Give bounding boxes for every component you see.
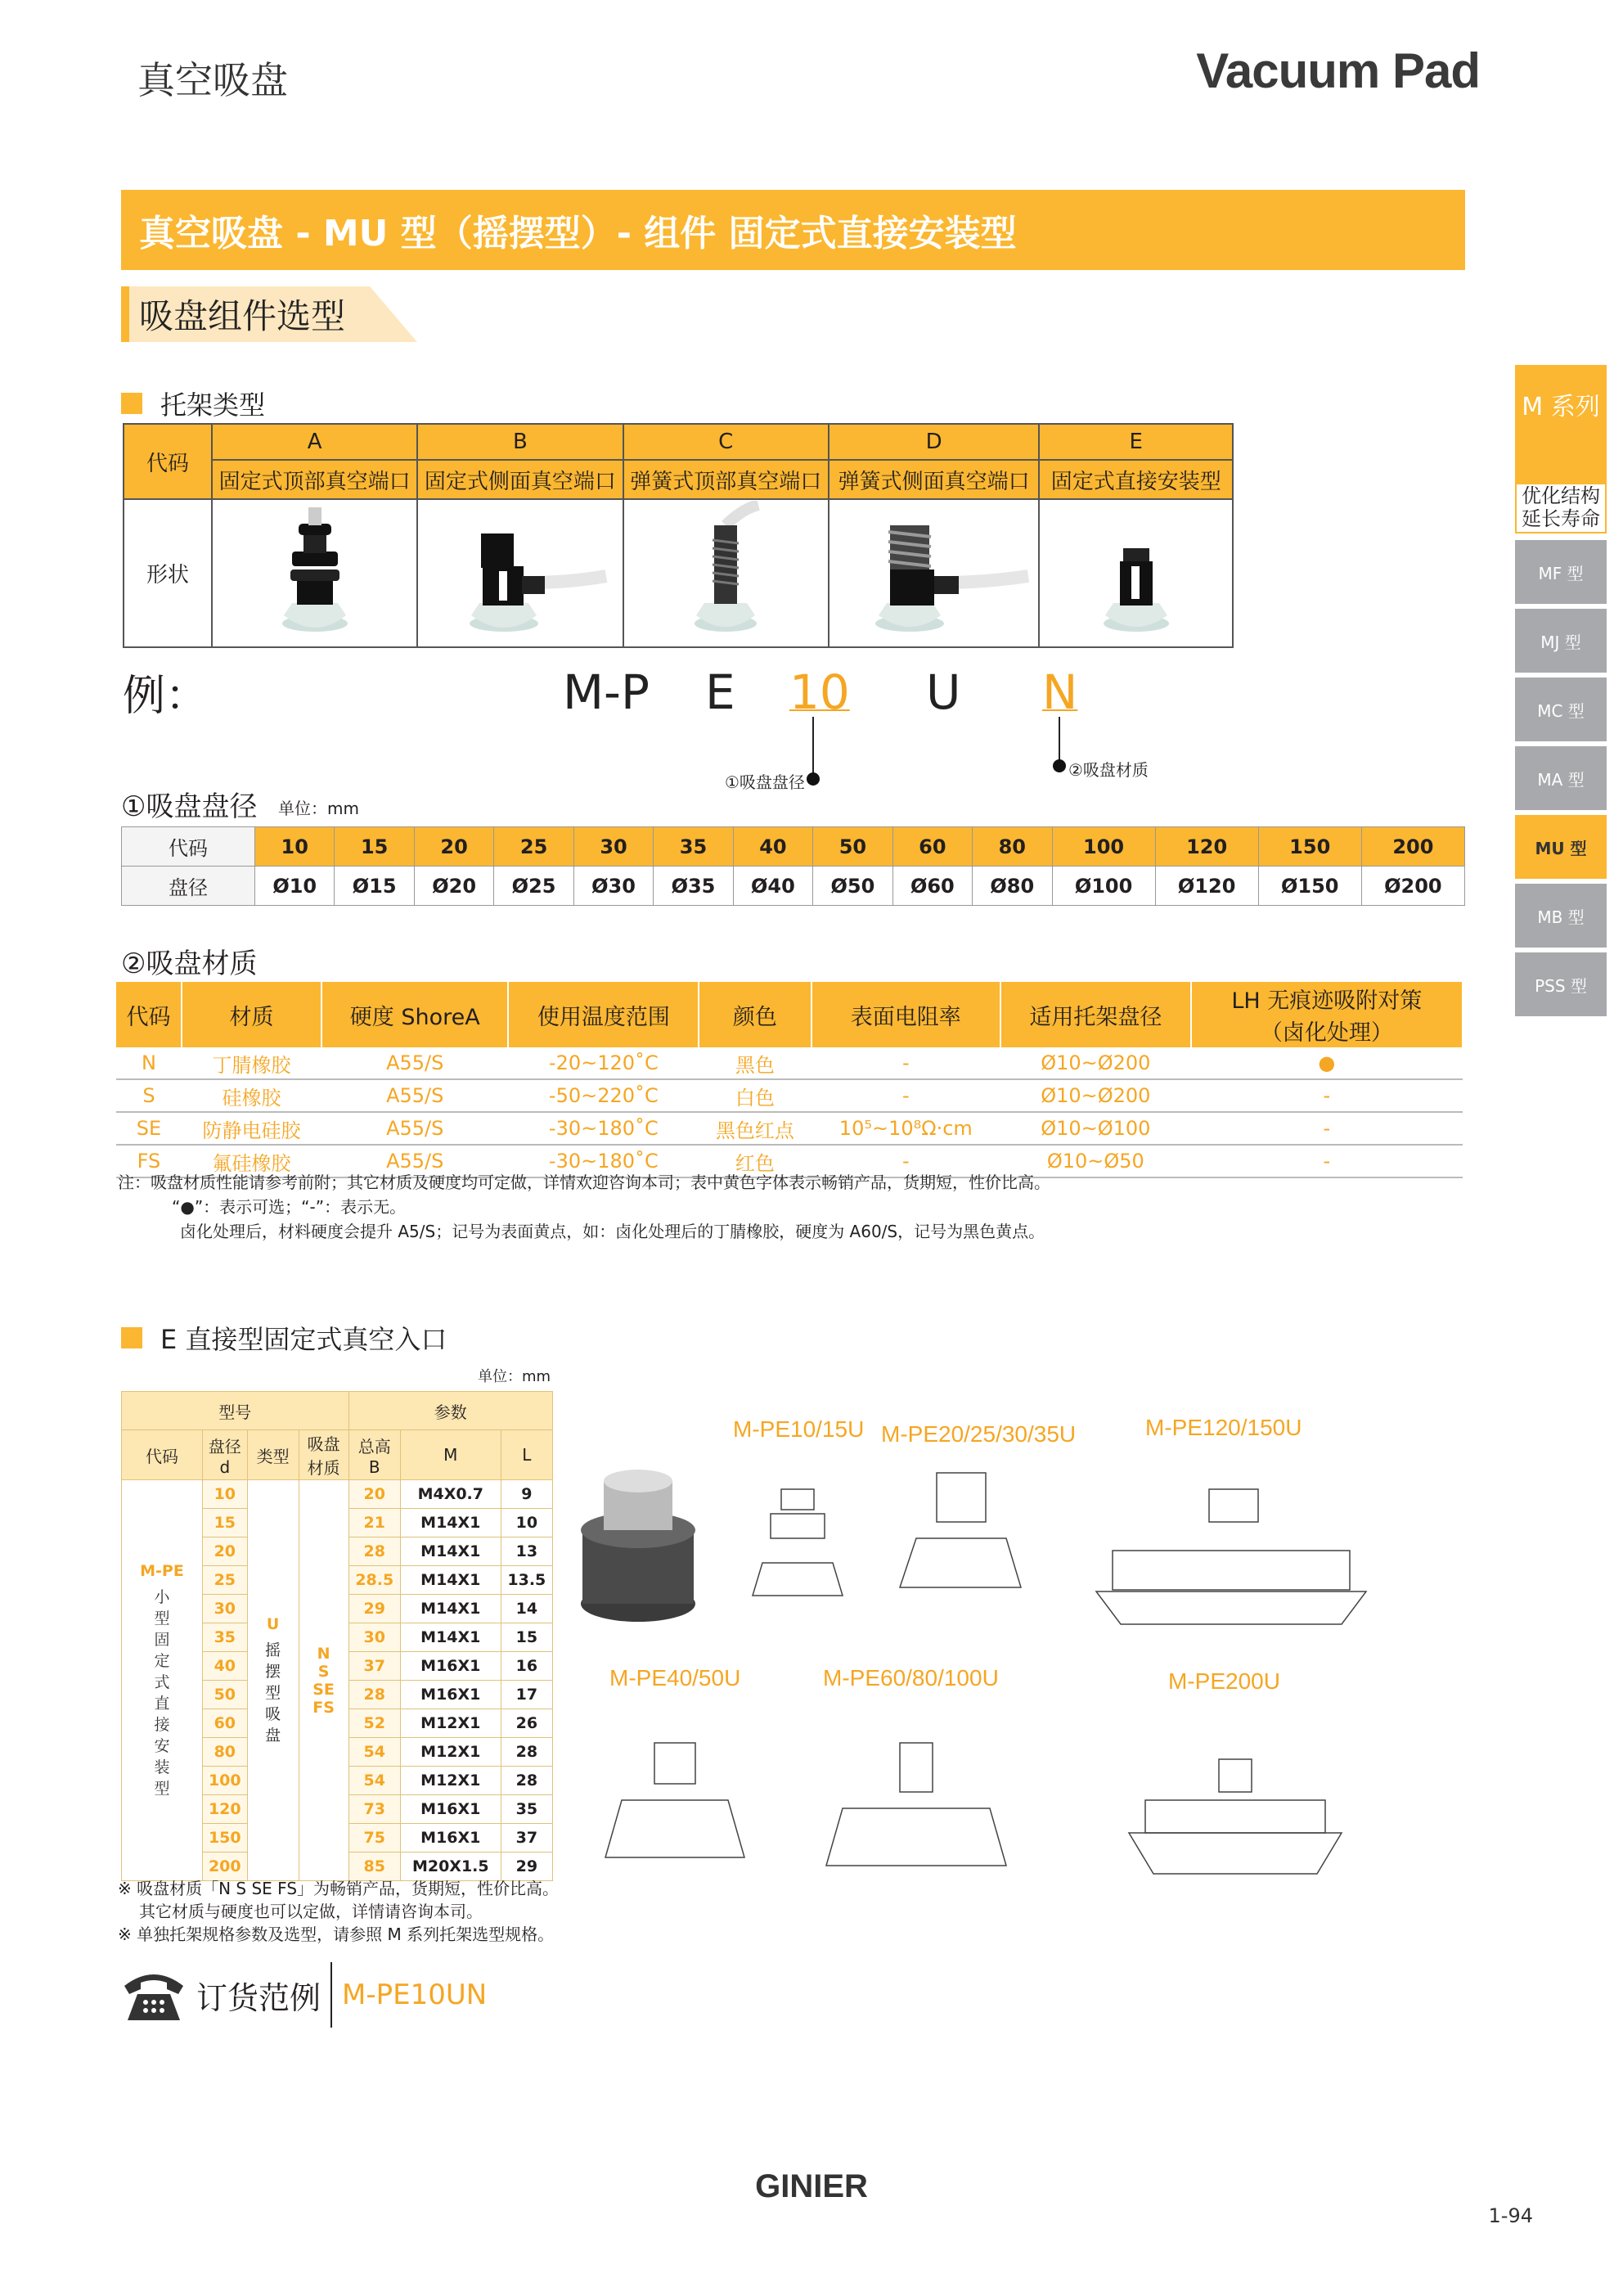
spec-code bbox=[122, 1480, 203, 1881]
diameter-size: Ø80 bbox=[973, 867, 1052, 906]
order-divider bbox=[330, 1962, 332, 2028]
material-header: 硬度 ShoreA bbox=[321, 982, 508, 1047]
drawing-pe10 bbox=[753, 1489, 843, 1596]
material-cell: - bbox=[812, 1047, 1000, 1079]
spec-diameter: 120 bbox=[203, 1795, 248, 1824]
bullet-square-icon bbox=[121, 393, 142, 414]
sidebar-item[interactable]: PSS 型 bbox=[1515, 952, 1607, 1016]
diameter-code: 150 bbox=[1258, 827, 1361, 867]
diameter-size: Ø120 bbox=[1155, 867, 1258, 906]
bracket-code: C bbox=[623, 424, 829, 460]
bracket-code: D bbox=[829, 424, 1040, 460]
material-cell: 防静电硅胶 bbox=[182, 1112, 321, 1145]
bracket-image-e bbox=[1039, 499, 1233, 647]
material-cell: N bbox=[116, 1047, 182, 1079]
spec-col-header: M bbox=[400, 1430, 501, 1480]
section-e-title bbox=[121, 1319, 447, 1357]
section-e-notes bbox=[118, 1877, 559, 1946]
material-header: 适用托架盘径 bbox=[1000, 982, 1191, 1047]
diameter-size: Ø15 bbox=[335, 867, 414, 906]
material-cell: A55/S bbox=[321, 1079, 508, 1112]
sidebar-feature bbox=[1515, 483, 1607, 533]
dimension-drawings bbox=[573, 1416, 1407, 1907]
section-tab-bar bbox=[121, 286, 129, 342]
spec-height: 30 bbox=[348, 1623, 400, 1652]
bracket-code: B bbox=[417, 424, 623, 460]
telephone-icon bbox=[121, 1966, 187, 2024]
spec-thread: M16X1 bbox=[400, 1652, 501, 1681]
note-line: 注：吸盘材质性能请参考前附；其它材质及硬度均可定做，详情欢迎咨询本司；表中黄色字体表示畅销产品，货期短，性价比高。 bbox=[118, 1173, 1050, 1192]
spec-height: 28 bbox=[348, 1681, 400, 1709]
diameter-code: 200 bbox=[1361, 827, 1464, 867]
material-header: 表面电阻率 bbox=[812, 982, 1000, 1047]
material-table bbox=[116, 982, 1463, 1178]
material-cell: A55/S bbox=[321, 1112, 508, 1145]
note-line: 卤化处理后，材料硬度会提升 A5/S；记号为表面黄点，如：卤化处理后的丁腈橡胶，硬度为 A60/S，记号为黑色黄点。 bbox=[180, 1222, 1045, 1241]
material-cell: 红色 bbox=[699, 1145, 811, 1177]
material-cell: -30~180˚C bbox=[508, 1112, 699, 1145]
spec-height: 37 bbox=[348, 1652, 400, 1681]
material-notes bbox=[118, 1170, 1050, 1244]
diameter-size: Ø60 bbox=[892, 867, 972, 906]
page-number: 1-94 bbox=[1488, 2204, 1533, 2227]
bracket-name: 固定式直接安装型 bbox=[1039, 460, 1233, 499]
spec-height: 21 bbox=[348, 1509, 400, 1537]
material-cell: S bbox=[116, 1079, 182, 1112]
spec-col-header: 类型 bbox=[247, 1430, 299, 1480]
spec-height: 28.5 bbox=[348, 1566, 400, 1595]
material-cell: SE bbox=[116, 1112, 182, 1145]
spec-length: 17 bbox=[501, 1681, 552, 1709]
product-photo bbox=[581, 1470, 695, 1622]
spec-col-header: L bbox=[501, 1430, 552, 1480]
page-banner: 真空吸盘 - MU 型（摇摆型）- 组件 固定式直接安装型 bbox=[121, 190, 1465, 270]
spec-length: 9 bbox=[501, 1480, 552, 1509]
bracket-image-a bbox=[212, 499, 417, 647]
diameter-size: Ø200 bbox=[1361, 867, 1464, 906]
spec-diameter: 15 bbox=[203, 1509, 248, 1537]
material-cell: Ø10~Ø200 bbox=[1000, 1047, 1191, 1079]
spec-thread: M16X1 bbox=[400, 1795, 501, 1824]
example-part-type: U bbox=[926, 664, 961, 720]
bracket-image-c bbox=[623, 499, 829, 647]
drawing-title: M-PE20/25/30/35U bbox=[881, 1421, 1077, 1447]
spec-col-header: 吸盘 材质 bbox=[299, 1430, 348, 1480]
drawing-pe60 bbox=[826, 1743, 1006, 1866]
spec-length: 10 bbox=[501, 1509, 552, 1537]
spec-diameter: 40 bbox=[203, 1652, 248, 1681]
drawing-title: M-PE120/150U bbox=[1145, 1416, 1302, 1440]
diameter-size: Ø150 bbox=[1258, 867, 1361, 906]
material-cell: - bbox=[1191, 1079, 1463, 1112]
bracket-name: 固定式侧面真空端口 bbox=[417, 460, 623, 499]
sidebar-series[interactable]: M 系列 bbox=[1515, 365, 1607, 489]
example-part-bracket: E bbox=[705, 664, 735, 720]
material-cell: A55/S bbox=[321, 1145, 508, 1177]
diameter-size-label: 盘径 bbox=[122, 867, 255, 906]
material-cell: 10⁵~10⁸Ω·cm bbox=[812, 1112, 1000, 1145]
material-cell: A55/S bbox=[321, 1047, 508, 1079]
drawing-pe40 bbox=[605, 1743, 744, 1857]
spec-thread: M14X1 bbox=[400, 1537, 501, 1566]
spec-thread: M16X1 bbox=[400, 1681, 501, 1709]
spec-height: 52 bbox=[348, 1709, 400, 1738]
material-cell: - bbox=[1191, 1145, 1463, 1177]
spec-thread: M20X1.5 bbox=[400, 1853, 501, 1881]
spec-diameter: 150 bbox=[203, 1824, 248, 1853]
material-cell: -30~180˚C bbox=[508, 1145, 699, 1177]
spec-height: 54 bbox=[348, 1738, 400, 1767]
spec-material: N S SE FS bbox=[299, 1480, 348, 1881]
spec-height: 20 bbox=[348, 1480, 400, 1509]
material-cell: ● bbox=[1191, 1047, 1463, 1079]
material-cell: FS bbox=[116, 1145, 182, 1177]
drawing-pe20 bbox=[900, 1473, 1021, 1587]
diameter-code: 25 bbox=[494, 827, 573, 867]
spec-diameter: 60 bbox=[203, 1709, 248, 1738]
header-title-cn: 真空吸盘 bbox=[137, 58, 288, 102]
spec-thread: M16X1 bbox=[400, 1824, 501, 1853]
material-cell: 黑色红点 bbox=[699, 1112, 811, 1145]
bracket-code: A bbox=[212, 424, 417, 460]
material-header: LH 无痕迹吸附对策 （卤化处理） bbox=[1191, 982, 1463, 1047]
diameter-code: 40 bbox=[733, 827, 812, 867]
material-row bbox=[116, 1112, 1463, 1145]
spec-height: 75 bbox=[348, 1824, 400, 1853]
material-cell: 硅橡胶 bbox=[182, 1079, 321, 1112]
spec-length: 16 bbox=[501, 1652, 552, 1681]
note-line: “●”：表示可选；“-”：表示无。 bbox=[172, 1197, 407, 1217]
spec-col-header: 总高 B bbox=[348, 1430, 400, 1480]
spec-height: 29 bbox=[348, 1595, 400, 1623]
sidebar-item[interactable]: MC 型 bbox=[1515, 678, 1607, 741]
spec-col-header: 代码 bbox=[122, 1430, 203, 1480]
spec-thread: M14X1 bbox=[400, 1566, 501, 1595]
drawing-title: M-PE60/80/100U bbox=[823, 1665, 999, 1690]
diameter-code: 10 bbox=[255, 827, 335, 867]
bracket-image-d bbox=[829, 499, 1040, 647]
diameter-size: Ø20 bbox=[414, 867, 493, 906]
spec-code-value: M-PE bbox=[140, 1561, 184, 1580]
spec-height: 28 bbox=[348, 1537, 400, 1566]
section-tab-title: 吸盘组件选型 bbox=[139, 296, 346, 336]
spec-length: 28 bbox=[501, 1738, 552, 1767]
bracket-table bbox=[123, 423, 1234, 648]
bracket-shape-label: 形状 bbox=[124, 499, 212, 647]
order-label: 订货范例 bbox=[196, 1979, 321, 2016]
callout-diameter: ①吸盘盘径 bbox=[725, 772, 805, 792]
diameter-size: Ø100 bbox=[1052, 867, 1155, 906]
bracket-title-text: 托架类型 bbox=[160, 389, 266, 421]
material-cell: - bbox=[1191, 1112, 1463, 1145]
spec-code-desc: 小型固定式直接安装型 bbox=[154, 1587, 170, 1798]
diameter-size: Ø10 bbox=[255, 867, 335, 906]
bracket-title bbox=[121, 385, 265, 422]
drawing-pe120 bbox=[1096, 1489, 1366, 1624]
sidebar-item[interactable]: MF 型 bbox=[1515, 540, 1607, 604]
spec-length: 28 bbox=[501, 1767, 552, 1795]
spec-row bbox=[122, 1480, 553, 1509]
spec-diameter: 200 bbox=[203, 1853, 248, 1881]
sidebar-item[interactable]: MU 型 bbox=[1515, 815, 1607, 879]
material-cell: 黑色 bbox=[699, 1047, 811, 1079]
diameter-code: 80 bbox=[973, 827, 1052, 867]
diameter-code: 35 bbox=[654, 827, 733, 867]
material-cell: 氟硅橡胶 bbox=[182, 1145, 321, 1177]
diameter-code-label: 代码 bbox=[122, 827, 255, 867]
spec-height: 54 bbox=[348, 1767, 400, 1795]
note-line: 其它材质与硬度也可以定做，详情请咨询本司。 bbox=[139, 1902, 483, 1921]
spec-thread: M12X1 bbox=[400, 1709, 501, 1738]
spec-type-code: U bbox=[266, 1614, 280, 1633]
diameter-code: 100 bbox=[1052, 827, 1155, 867]
material-cell: -20~120˚C bbox=[508, 1047, 699, 1079]
diameter-unit: 单位：mm bbox=[278, 799, 359, 818]
note-line: ※ 吸盘材质「N S SE FS」为畅销产品，货期短，性价比高。 bbox=[118, 1879, 560, 1898]
spec-col-header: 盘径 d bbox=[203, 1430, 248, 1480]
spec-length: 14 bbox=[501, 1595, 552, 1623]
material-cell: 白色 bbox=[699, 1079, 811, 1112]
footer-logo: GINIER bbox=[755, 2168, 868, 2204]
order-value: M-PE10UN bbox=[342, 1979, 488, 2011]
order-example bbox=[121, 1962, 487, 2028]
material-cell: Ø10~Ø200 bbox=[1000, 1079, 1191, 1112]
section-e-unit: 单位：mm bbox=[478, 1368, 551, 1385]
bracket-code-label: 代码 bbox=[124, 424, 212, 499]
spec-thread: M14X1 bbox=[400, 1595, 501, 1623]
drawing-pe200 bbox=[1129, 1759, 1342, 1874]
spec-length: 26 bbox=[501, 1709, 552, 1738]
spec-diameter: 80 bbox=[203, 1738, 248, 1767]
diameter-size: Ø40 bbox=[733, 867, 812, 906]
bracket-code: E bbox=[1039, 424, 1233, 460]
drawing-title: M-PE200U bbox=[1168, 1668, 1280, 1694]
spec-diameter: 50 bbox=[203, 1681, 248, 1709]
spec-thread: M14X1 bbox=[400, 1623, 501, 1652]
spec-thread: M12X1 bbox=[400, 1738, 501, 1767]
material-cell: - bbox=[812, 1145, 1000, 1177]
sidebar-item[interactable]: MB 型 bbox=[1515, 884, 1607, 948]
bracket-name: 固定式顶部真空端口 bbox=[212, 460, 417, 499]
material-cell: -50~220˚C bbox=[508, 1079, 699, 1112]
section-e-title-text: E 直接型固定式真空入口 bbox=[160, 1324, 447, 1355]
spec-thread: M14X1 bbox=[400, 1509, 501, 1537]
spec-length: 37 bbox=[501, 1824, 552, 1853]
example-part-prefix: M-P bbox=[563, 664, 650, 720]
header-title-en: Vacuum Pad bbox=[1196, 43, 1480, 98]
bullet-square-icon bbox=[121, 1327, 142, 1348]
bracket-name: 弹簧式顶部真空端口 bbox=[623, 460, 829, 499]
spec-diameter: 30 bbox=[203, 1595, 248, 1623]
diameter-code: 50 bbox=[813, 827, 892, 867]
spec-height: 85 bbox=[348, 1853, 400, 1881]
spec-diameter: 25 bbox=[203, 1566, 248, 1595]
material-header: 代码 bbox=[116, 982, 182, 1047]
example-part-diameter: 10 bbox=[789, 664, 850, 720]
diameter-table bbox=[121, 826, 1465, 906]
diameter-size: Ø35 bbox=[654, 867, 733, 906]
diameter-code: 20 bbox=[414, 827, 493, 867]
spec-head-params: 参数 bbox=[348, 1392, 552, 1430]
material-header: 颜色 bbox=[699, 982, 811, 1047]
diameter-code: 60 bbox=[892, 827, 972, 867]
spec-length: 15 bbox=[501, 1623, 552, 1652]
material-header: 材质 bbox=[182, 982, 321, 1047]
spec-diameter: 20 bbox=[203, 1537, 248, 1566]
sidebar-item[interactable]: MJ 型 bbox=[1515, 609, 1607, 673]
material-cell: Ø10~Ø50 bbox=[1000, 1145, 1191, 1177]
callout-material: ②吸盘材质 bbox=[1068, 760, 1149, 780]
spec-length: 35 bbox=[501, 1795, 552, 1824]
sidebar-item[interactable]: MA 型 bbox=[1515, 746, 1607, 810]
material-cell: - bbox=[812, 1079, 1000, 1112]
spec-thread: M4X0.7 bbox=[400, 1480, 501, 1509]
bracket-name: 弹簧式侧面真空端口 bbox=[829, 460, 1040, 499]
spec-length: 13.5 bbox=[501, 1566, 552, 1595]
note-line: ※ 单独托架规格参数及选型，请参照 M 系列托架选型规格。 bbox=[118, 1925, 555, 1944]
material-header: 使用温度范围 bbox=[508, 982, 699, 1047]
diameter-size: Ø30 bbox=[573, 867, 653, 906]
diameter-title: ①吸盘盘径 bbox=[121, 790, 258, 823]
diameter-code: 15 bbox=[335, 827, 414, 867]
material-cell: Ø10~Ø100 bbox=[1000, 1112, 1191, 1145]
drawing-title: M-PE40/50U bbox=[609, 1665, 741, 1690]
spec-length: 29 bbox=[501, 1853, 552, 1881]
spec-type bbox=[247, 1480, 299, 1881]
bracket-image-b bbox=[417, 499, 623, 647]
spec-diameter: 10 bbox=[203, 1480, 248, 1509]
spec-length: 13 bbox=[501, 1537, 552, 1566]
example-part-material: N bbox=[1042, 664, 1078, 720]
material-title: ②吸盘材质 bbox=[121, 948, 258, 980]
spec-head-model: 型号 bbox=[122, 1392, 349, 1430]
sidebar-feature-text: 优化结构 延长寿命 bbox=[1522, 484, 1600, 530]
example-label: 例： bbox=[123, 672, 209, 721]
diameter-size: Ø25 bbox=[494, 867, 573, 906]
spec-diameter: 35 bbox=[203, 1623, 248, 1652]
spec-height: 73 bbox=[348, 1795, 400, 1824]
diameter-code: 30 bbox=[573, 827, 653, 867]
diameter-code: 120 bbox=[1155, 827, 1258, 867]
drawing-title: M-PE10/15U bbox=[733, 1416, 865, 1442]
diameter-size: Ø50 bbox=[813, 867, 892, 906]
spec-type-desc: 摇摆型吸盘 bbox=[265, 1641, 281, 1745]
material-row bbox=[116, 1079, 1463, 1112]
spec-diameter: 100 bbox=[203, 1767, 248, 1795]
material-row bbox=[116, 1047, 1463, 1079]
material-cell: 丁腈橡胶 bbox=[182, 1047, 321, 1079]
spec-table bbox=[121, 1391, 553, 1881]
spec-thread: M12X1 bbox=[400, 1767, 501, 1795]
